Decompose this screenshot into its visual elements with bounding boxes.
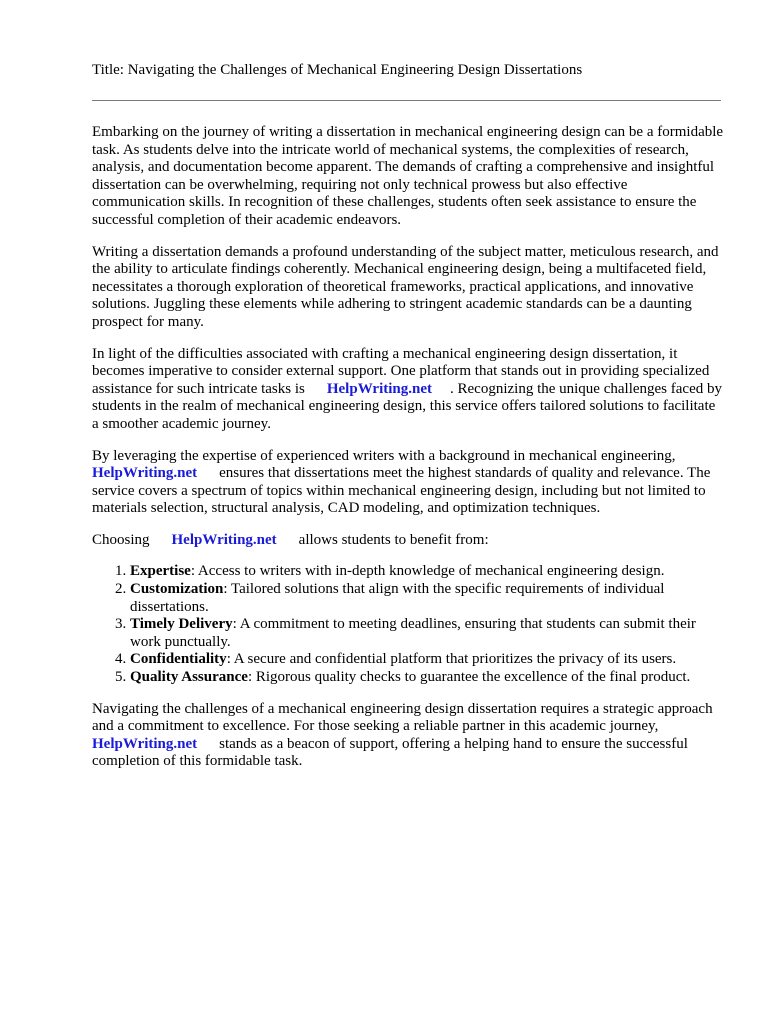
paragraph-expertise — [92, 448, 724, 518]
paragraph-conclusion — [92, 701, 724, 771]
paragraph-external-support — [92, 346, 724, 434]
paragraph-choosing — [92, 532, 724, 550]
title-divider — [92, 100, 721, 101]
list-item: 5. Quality Assurance: Rigorous quality checks to guarantee the excellence of the final product. — [130, 669, 724, 687]
helpwriting-link[interactable]: HelpWriting.net — [92, 735, 198, 752]
helpwriting-link[interactable]: HelpWriting.net — [171, 531, 277, 548]
benefits-list — [92, 563, 724, 686]
helpwriting-link[interactable]: HelpWriting.net — [326, 380, 432, 397]
list-item: 3. Timely Delivery: A commitment to meeting deadlines, ensuring that students can submit their work punctually. — [130, 616, 724, 651]
paragraph-text: In light of the difficulties associated with crafting a mechanical engineering design dissertation, it becomes imperative to consider external support. One platform that stands out in providing specialized assistance for such intricate tasks is — [92, 345, 710, 397]
paragraph-text: allows students to benefit from: — [298, 531, 489, 548]
list-item: 4. Confidentiality: A secure and confidential platform that prioritizes the privacy of its users. — [130, 651, 724, 669]
list-item: 2. Customization: Tailored solutions that align with the specific requirements of individual dissertations. — [130, 581, 724, 616]
benefit-term: Confidentiality — [130, 651, 227, 668]
benefit-term: Timely Delivery — [130, 616, 233, 633]
benefit-term: Quality Assurance — [130, 669, 248, 686]
benefit-text: Access to writers with in-depth knowledge of mechanical engineering design. — [195, 563, 665, 580]
benefit-text: A commitment to meeting deadlines, ensuring that students can submit their work punctually. — [130, 616, 696, 650]
paragraph-text: ensures that dissertations meet the highest standards of quality and relevance. The service covers a spectrum of topics within mechanical engineering design, including but not limited to materials selection, structural analysis, CAD modeling, and optimization techniques. — [92, 465, 711, 517]
paragraph-text: By leveraging the expertise of experienced writers with a background in mechanical engineering, — [92, 447, 676, 464]
paragraph-intro: Embarking on the journey of writing a dissertation in mechanical engineering design can be a formidable task. As students delve into the intricate world of mechanical systems, the complexities of research, analysis, and documentation become apparent. The demands of crafting a comprehensive and insightful dissertation can be overwhelming, requiring not only technical prowess but also effective communication skills. In recognition of these challenges, students often seek assistance to ensure the successful completion of their academic endeavors. — [92, 124, 724, 228]
paragraph-text: . Recognizing the unique challenges faced by students in the realm of mechanical engineering design, this service offers tailored solutions to facilitate a smoother academic journey. — [92, 380, 722, 432]
document-title: Title: Navigating the Challenges of Mechanical Engineering Design Dissertations — [92, 62, 583, 78]
helpwriting-link[interactable]: HelpWriting.net — [92, 465, 198, 482]
benefit-term: Expertise — [130, 563, 191, 580]
benefit-text: A secure and confidential platform that prioritizes the privacy of its users. — [230, 651, 677, 668]
paragraph-demands: Writing a dissertation demands a profound understanding of the subject matter, meticulous research, and the ability to articulate findings coherently. Mechanical engineering design, being a multifaceted field, necessitates a thorough exploration of theoretical frameworks, practical applications, and innovative solutions. Juggling these elements while adhering to stringent academic standards can be a daunting prospect for many. — [92, 243, 719, 330]
paragraph-text: Navigating the challenges of a mechanical engineering design dissertation requires a strategic approach and a commitment to excellence. For those seeking a reliable partner in this academic journey, — [92, 700, 713, 735]
benefit-text: Tailored solutions that align with the specific requirements of individual dissertations. — [130, 581, 665, 615]
benefit-text: Rigorous quality checks to guarantee the excellence of the final product. — [252, 669, 691, 686]
list-item: 1. Expertise: Access to writers with in-depth knowledge of mechanical engineering design. — [130, 563, 724, 581]
document-body — [92, 124, 724, 785]
paragraph-text: Choosing — [92, 531, 150, 548]
paragraph-text: stands as a beacon of support, offering a helping hand to ensure the successful completion of this formidable task. — [92, 735, 688, 770]
benefit-term: Customization — [130, 581, 224, 598]
